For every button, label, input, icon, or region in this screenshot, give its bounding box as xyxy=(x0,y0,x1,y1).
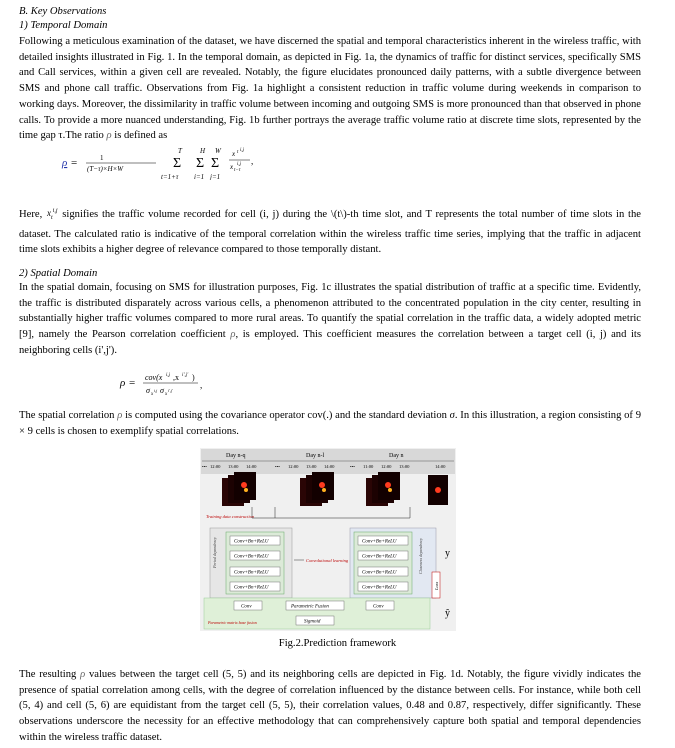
day-label-2: Day n-l xyxy=(306,453,325,459)
conv-left: Conv xyxy=(241,604,252,610)
side-label-left: Period dependency xyxy=(212,537,217,568)
conv-block: Conv+Bn+ReLU xyxy=(234,539,269,545)
paragraph-result: The resulting ρ values between the target cell (5, 5) and its neighboring cells are depicted in Fig. 1d. Notably, the figure vividly indicates the presence of spatial correlation among cells, with the degree of correlation influenced by the distance between cells. For instance, while both cell (5, 4) and cell (5, 6) are equidistant from the target cell (5, 5), their correlation values, 0.48 and 0.87, respectively, differ significantly. These observations underscore the necessity for an effective methodology that can comprehensively capture both spatial and temporal dependencies within the wireless traffic dataset. xyxy=(19,669,641,743)
svg-text:cov(x: cov(x xyxy=(145,373,163,382)
conv-block: Conv+Bn+ReLU xyxy=(234,570,269,576)
paragraph-here: Here, $x_t^{i,j}$ signifies the traffic volume recorded for cell (i, j) during the \(t\)-th time slot, and T represents the total number of time slots in the dataset. The calculated ratio is indicative of the temporal correlation within the wireless traffic time series, implying that the traffic in adjacent time slots exhibits a higher degree of relevance compared to those temporally distant. xyxy=(19,204,641,258)
side-label-right: Closeness dependency xyxy=(418,538,423,574)
ratio-equation xyxy=(60,144,290,180)
svg-text:•••: ••• xyxy=(350,464,355,469)
svg-text:i,j: i,j xyxy=(240,148,245,153)
svg-text:t−τ: t−τ xyxy=(234,168,241,173)
svg-text:(T−τ)×H×W: (T−τ)×H×W xyxy=(87,165,124,173)
paragraph-temporal: Following a meticulous examination of the dataset, we have discerned the spatial and temporal characteristics inherent in the wireless traffic, with detailed insights illustrated in Fig. 1. In the temporal domain, as depicted in Fig. 1a, the dynamics of traffic for distinct services, specifically SMS and Call services, within a given cell are revealed. Notably, the figure elucidates pronounced daily patterns, with a subtle divergence between SMS and phone call traffic. Observations from Fig. 1a highlight a consistent reduction in traffic volume during weekends in comparison to working days. Moreover, the dissimilarity in traffic volume between incoming and outgoing SMS is more pronounced than that observed in phone calls. To provide a more nuanced understanding, Fig. 1b further portrays the average traffic volume ratio at discrete time slots, represented by the time gap τ.The ratio ρ is defined as xyxy=(19,36,641,142)
svg-text:=: = xyxy=(71,157,78,169)
time-label: 12:00 xyxy=(381,464,392,469)
day-label-1: Day n-q xyxy=(226,453,246,459)
yhat-label: ŷ xyxy=(445,608,450,619)
svg-text:1: 1 xyxy=(100,154,104,162)
svg-text:,: , xyxy=(200,380,203,390)
svg-text:i=1: i=1 xyxy=(194,173,205,180)
conv-block: Conv+Bn+ReLU xyxy=(234,585,269,591)
time-label: 12:00 xyxy=(288,464,299,469)
bottom-label: Parametric matrix base fusion xyxy=(208,620,257,625)
svg-text:Σ: Σ xyxy=(211,156,220,171)
svg-text:x: x xyxy=(151,392,154,397)
conv-right: Conv xyxy=(373,604,384,610)
paragraph-spatial: In the spatial domain, focusing on SMS for illustration purposes, Fig. 1c illustrates the spatial distribution of traffic at a specific time. Evidently, the traffic is distributed disparately across various cells, a phenomenon attributed to the concentrated population in the city center, resulting in substantially higher traffic volumes compared to more rural areas. To quantify the spatial correlation in the traffic data, a widely adopted metric [9], namely the Pearson correlation coefficient ρ, is employed. This coefficient measures the correlation between a target cell (i, j) and its neighboring cells (i',j'). xyxy=(19,282,641,356)
training-label: Training data construction xyxy=(206,514,255,519)
svg-text:σ: σ xyxy=(146,386,150,395)
x-variable: $x_t^{i,j}$ xyxy=(47,208,58,221)
svg-text:Σ: Σ xyxy=(173,156,182,171)
prediction-framework-figure xyxy=(200,448,456,631)
svg-text:i',j': i',j' xyxy=(168,388,173,393)
conv-block: Conv+Bn+ReLU xyxy=(362,570,397,576)
day-label-3: Day n xyxy=(389,453,404,459)
rho-symbol: ρ xyxy=(106,130,112,142)
fusion-label: Parametric Fusion xyxy=(291,604,329,610)
time-label: 13:00 xyxy=(228,464,239,469)
time-label: 12:00 xyxy=(210,464,221,469)
y-label: y xyxy=(445,548,450,559)
svg-text:,x: ,x xyxy=(173,373,179,382)
svg-text:σ: σ xyxy=(160,386,164,395)
rho-symbol: ρ xyxy=(80,669,86,680)
conv-block: Conv+Bn+ReLU xyxy=(362,554,397,560)
subsection-temporal: 1) Temporal Domain xyxy=(19,20,108,31)
svg-text:i,j: i,j xyxy=(154,388,158,393)
time-label: 13:00 xyxy=(399,464,410,469)
svg-text:H: H xyxy=(200,147,206,155)
svg-text:T: T xyxy=(178,147,182,155)
svg-text:t=1+τ: t=1+τ xyxy=(161,173,179,180)
time-label: 11:00 xyxy=(363,464,374,469)
conv-learning-label: Convolutional learning xyxy=(306,558,349,563)
subsection-spatial: 2) Spatial Domain xyxy=(19,268,98,279)
time-label: 13:00 xyxy=(306,464,317,469)
svg-text:,: , xyxy=(251,156,254,166)
svg-text:Σ: Σ xyxy=(196,156,205,171)
svg-text:t: t xyxy=(237,150,239,155)
conv-block: Conv+Bn+ReLU xyxy=(362,585,397,591)
rho-symbol: ρ xyxy=(117,410,123,421)
svg-text:W: W xyxy=(215,147,221,155)
sigmoid-label: Sigmoid xyxy=(304,619,321,625)
figure-caption: Fig.2.Prediction framework xyxy=(278,638,397,649)
svg-text:i',j': i',j' xyxy=(182,373,189,378)
svg-text:x: x xyxy=(232,150,236,158)
conv-block: Conv+Bn+ReLU xyxy=(362,539,397,545)
svg-text:i,j: i,j xyxy=(166,373,171,378)
time-label: 14:00 xyxy=(246,464,257,469)
sigma-symbol: σ xyxy=(449,410,455,421)
loss-label: Loss xyxy=(434,581,439,590)
rho-symbol: ρ xyxy=(230,329,236,341)
svg-text:): ) xyxy=(192,373,195,382)
svg-text:ρ: ρ xyxy=(62,157,68,169)
time-label: 14:00 xyxy=(435,464,446,469)
svg-text:•••: ••• xyxy=(202,464,207,469)
svg-text:x: x xyxy=(230,163,234,171)
svg-text:i,j: i,j xyxy=(237,162,242,167)
paragraph-correlation: The spatial correlation ρ is computed using the covariance operator cov(.) and the standard deviation σ. In this illustration, a region consisting of 9 × 9 cells is chosen to exemplify spatial correlations. xyxy=(19,410,641,437)
conv-block: Conv+Bn+ReLU xyxy=(234,554,269,560)
section-heading: B. Key Observations xyxy=(19,6,107,17)
pearson-equation xyxy=(118,368,238,400)
svg-text:=: = xyxy=(129,377,136,389)
svg-text:ρ: ρ xyxy=(120,377,126,389)
heatmap-single xyxy=(428,475,448,505)
svg-text:x: x xyxy=(165,392,168,397)
time-label: 14:00 xyxy=(324,464,335,469)
svg-text:•••: ••• xyxy=(275,464,280,469)
svg-text:j=1: j=1 xyxy=(210,173,221,180)
